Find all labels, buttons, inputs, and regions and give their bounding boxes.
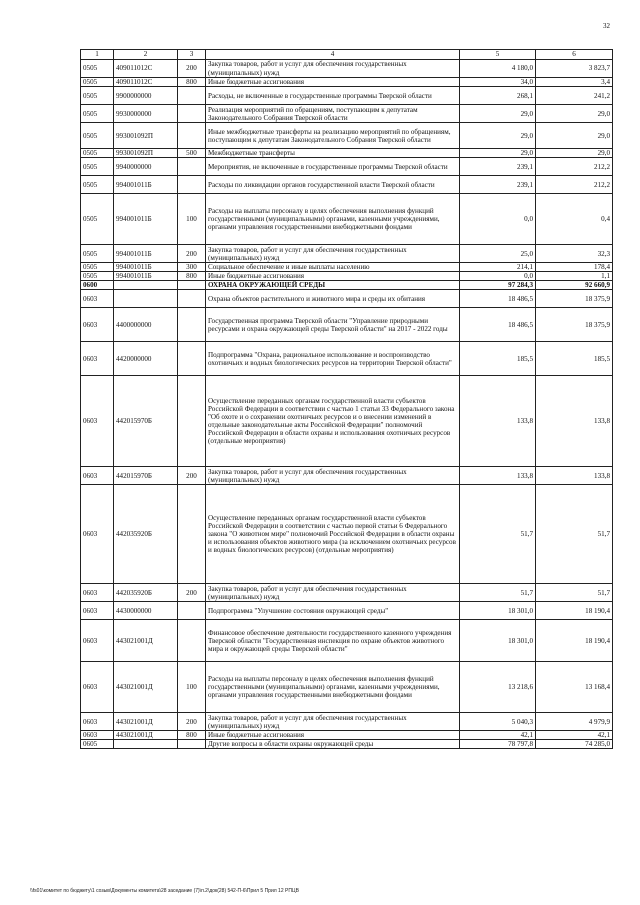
- target-item-cell: 994001011Б: [114, 194, 178, 245]
- approved-amount-cell: 18 486,5: [460, 308, 536, 342]
- table-row: [81, 194, 613, 245]
- target-item-cell: 994001011Б: [114, 263, 178, 272]
- target-item-cell: 994001011Б: [114, 272, 178, 281]
- approved-amount-cell: 18 301,0: [460, 602, 536, 620]
- expense-type-cell: [178, 342, 206, 376]
- executed-amount-cell: 29,0: [536, 123, 613, 149]
- table-row: [81, 78, 613, 87]
- document-file-path: \\fs01\комитет по бюджету\1 созыв\Документы комитета\28 заседание (7)\п.2\док(28) 542-П-6\Прил 5 Прил 12 РПЦВ: [30, 888, 299, 894]
- section-code-cell: 0505: [81, 245, 114, 263]
- approved-amount-cell: 13 218,6: [460, 662, 536, 713]
- target-item-cell: 9930000000: [114, 105, 178, 123]
- description-cell: Закупка товаров, работ и услуг для обеспечения государственных (муниципальных) нужд: [206, 584, 460, 602]
- description-cell: Расходы на выплаты персоналу в целях обеспечения выполнения функций государственными (муниципальными) органами, казенными учреждениями, органами управления государственными внебюджетными фондами: [206, 662, 460, 713]
- expense-type-cell: [178, 602, 206, 620]
- target-item-cell: 409011012С: [114, 78, 178, 87]
- executed-amount-cell: 18 375,9: [536, 290, 613, 308]
- table-row: [81, 584, 613, 602]
- description-cell: Иные межбюджетные трансферты на реализацию мероприятий по обращениям, поступающим к депутатам Законодательного Собрания Тверской области: [206, 123, 460, 149]
- approved-amount-cell: 78 797,8: [460, 740, 536, 749]
- executed-amount-cell: 29,0: [536, 105, 613, 123]
- section-code-cell: 0505: [81, 105, 114, 123]
- expense-type-cell: 200: [178, 713, 206, 731]
- approved-amount-cell: 0,0: [460, 194, 536, 245]
- description-cell: Охрана объектов растительного и животного мира и среды их обитания: [206, 290, 460, 308]
- table-row: [81, 149, 613, 158]
- expense-type-cell: 800: [178, 272, 206, 281]
- executed-amount-cell: 32,3: [536, 245, 613, 263]
- column-header-5: 5: [460, 50, 536, 60]
- executed-amount-cell: 4 979,9: [536, 713, 613, 731]
- target-item-cell: 443021001Д: [114, 713, 178, 731]
- approved-amount-cell: 25,0: [460, 245, 536, 263]
- executed-amount-cell: 0,4: [536, 194, 613, 245]
- expense-type-cell: [178, 176, 206, 194]
- table-row: [81, 713, 613, 731]
- column-number-header-row: [81, 50, 613, 60]
- expense-type-cell: [178, 740, 206, 749]
- description-cell: Осуществление переданных органам государственной власти субъектов Российской Федерации в соответствии с частью первой статьи 6 Федерального закона "О животном мире" полномочий Российской Федерации в области охраны и использования объектов животного мира (за исключением охотничьих ресурсов и водных биологических ресурсов) (отдельные мероприятия): [206, 485, 460, 584]
- section-code-cell: 0505: [81, 176, 114, 194]
- column-header-6: 6: [536, 50, 613, 60]
- description-cell: Подпрограмма "Улучшение состояния окружающей среды": [206, 602, 460, 620]
- executed-amount-cell: 133,8: [536, 467, 613, 485]
- table-row: [81, 662, 613, 713]
- executed-amount-cell: 212,2: [536, 176, 613, 194]
- approved-amount-cell: 268,1: [460, 87, 536, 105]
- expense-type-cell: 300: [178, 263, 206, 272]
- expense-type-cell: 200: [178, 467, 206, 485]
- section-code-cell: 0603: [81, 713, 114, 731]
- section-code-cell: 0603: [81, 620, 114, 662]
- section-code-cell: 0505: [81, 87, 114, 105]
- approved-amount-cell: 42,1: [460, 731, 536, 740]
- table-row: [81, 602, 613, 620]
- approved-amount-cell: 34,0: [460, 78, 536, 87]
- target-item-cell: [114, 740, 178, 749]
- table-row: [81, 176, 613, 194]
- target-item-cell: 994001011Б: [114, 245, 178, 263]
- expense-type-cell: 100: [178, 194, 206, 245]
- executed-amount-cell: 1,1: [536, 272, 613, 281]
- target-item-cell: 4400000000: [114, 308, 178, 342]
- approved-amount-cell: 239,1: [460, 176, 536, 194]
- executed-amount-cell: 3 823,7: [536, 60, 613, 78]
- executed-amount-cell: 241,2: [536, 87, 613, 105]
- description-cell: Расходы, не включенные в государственные программы Тверской области: [206, 87, 460, 105]
- description-cell: Иные бюджетные ассигнования: [206, 731, 460, 740]
- section-code-cell: 0605: [81, 740, 114, 749]
- expense-type-cell: [178, 308, 206, 342]
- approved-amount-cell: 51,7: [460, 485, 536, 584]
- description-cell: Расходы по ликвидации органов государственной власти Тверской области: [206, 176, 460, 194]
- table-row: [81, 87, 613, 105]
- description-cell: Осуществление переданных органам государственной власти субъектов Российской Федерации в соответствии с частью 1 статьи 33 Федерального закона "Об охоте и о сохранении охотничьих ресурсов и о внесении изменений в отдельные законодательные акты Российской Федерации" полномочий Российской Федерации в области охраны и использования охотничьих ресурсов (отдельные мероприятия): [206, 376, 460, 467]
- description-cell: Закупка товаров, работ и услуг для обеспечения государственных (муниципальных) нужд: [206, 245, 460, 263]
- expense-type-cell: 200: [178, 245, 206, 263]
- target-item-cell: 993001092П: [114, 123, 178, 149]
- section-code-cell: 0603: [81, 485, 114, 584]
- target-item-cell: 442015970Б: [114, 467, 178, 485]
- approved-amount-cell: 133,8: [460, 467, 536, 485]
- section-code-cell: 0600: [81, 281, 114, 290]
- expense-type-cell: 800: [178, 78, 206, 87]
- section-code-cell: 0505: [81, 158, 114, 176]
- column-header-2: 2: [114, 50, 178, 60]
- executed-amount-cell: 29,0: [536, 149, 613, 158]
- table-row: [81, 60, 613, 78]
- page-number: 32: [603, 22, 610, 30]
- approved-amount-cell: 51,7: [460, 584, 536, 602]
- budget-table-body: [81, 50, 613, 749]
- executed-amount-cell: 18 190,4: [536, 602, 613, 620]
- table-row: [81, 272, 613, 281]
- target-item-cell: 409011012С: [114, 60, 178, 78]
- section-code-cell: 0603: [81, 308, 114, 342]
- description-cell: Иные бюджетные ассигнования: [206, 78, 460, 87]
- section-code-cell: 0505: [81, 60, 114, 78]
- executed-amount-cell: 178,4: [536, 263, 613, 272]
- description-cell: Иные бюджетные ассигнования: [206, 272, 460, 281]
- budget-table: [80, 49, 613, 749]
- target-item-cell: 4430000000: [114, 602, 178, 620]
- executed-amount-cell: 185,5: [536, 342, 613, 376]
- description-cell: Межбюджетные трансферты: [206, 149, 460, 158]
- target-item-cell: 994001011Б: [114, 176, 178, 194]
- executed-amount-cell: 133,8: [536, 376, 613, 467]
- target-item-cell: 993001092П: [114, 149, 178, 158]
- column-header-4: 4: [206, 50, 460, 60]
- executed-amount-cell: 212,2: [536, 158, 613, 176]
- approved-amount-cell: 18 486,5: [460, 290, 536, 308]
- target-item-cell: 9940000000: [114, 158, 178, 176]
- approved-amount-cell: 5 040,3: [460, 713, 536, 731]
- expense-type-cell: [178, 281, 206, 290]
- approved-amount-cell: 214,1: [460, 263, 536, 272]
- table-row: [81, 620, 613, 662]
- description-cell: Социальное обеспечение и иные выплаты населению: [206, 263, 460, 272]
- target-item-cell: 442035920Б: [114, 584, 178, 602]
- expense-type-cell: [178, 158, 206, 176]
- table-row: [81, 342, 613, 376]
- expense-type-cell: [178, 105, 206, 123]
- description-cell: Другие вопросы в области охраны окружающей среды: [206, 740, 460, 749]
- section-code-cell: 0505: [81, 78, 114, 87]
- table-row: [81, 263, 613, 272]
- description-cell: Закупка товаров, работ и услуг для обеспечения государственных (муниципальных) нужд: [206, 60, 460, 78]
- column-header-3: 3: [178, 50, 206, 60]
- table-row: [81, 731, 613, 740]
- description-cell: Подпрограмма "Охрана, рациональное использование и воспроизводство охотничьих и водных биологических ресурсов на территории Тверской области": [206, 342, 460, 376]
- section-code-cell: 0603: [81, 662, 114, 713]
- section-code-cell: 0603: [81, 376, 114, 467]
- expense-type-cell: [178, 620, 206, 662]
- expense-type-cell: 500: [178, 149, 206, 158]
- table-row: [81, 245, 613, 263]
- target-item-cell: [114, 290, 178, 308]
- description-cell: ОХРАНА ОКРУЖАЮЩЕЙ СРЕДЫ: [206, 281, 460, 290]
- expense-type-cell: [178, 376, 206, 467]
- table-row: [81, 376, 613, 467]
- expense-type-cell: 200: [178, 584, 206, 602]
- approved-amount-cell: 18 301,0: [460, 620, 536, 662]
- section-code-cell: 0603: [81, 467, 114, 485]
- expense-type-cell: [178, 87, 206, 105]
- section-code-cell: 0603: [81, 290, 114, 308]
- section-code-cell: 0603: [81, 342, 114, 376]
- table-row: [81, 740, 613, 749]
- description-cell: Расходы на выплаты персоналу в целях обеспечения выполнения функций государственными (муниципальными) органами, казенными учреждениями, органами управления государственными внебюджетными фондами: [206, 194, 460, 245]
- executed-amount-cell: 42,1: [536, 731, 613, 740]
- target-item-cell: 443021001Д: [114, 620, 178, 662]
- section-code-cell: 0505: [81, 149, 114, 158]
- expense-type-cell: 100: [178, 662, 206, 713]
- table-row: [81, 123, 613, 149]
- target-item-cell: 9900000000: [114, 87, 178, 105]
- executed-amount-cell: 51,7: [536, 584, 613, 602]
- target-item-cell: 443021001Д: [114, 731, 178, 740]
- column-header-1: 1: [81, 50, 114, 60]
- table-row: [81, 281, 613, 290]
- executed-amount-cell: 18 190,4: [536, 620, 613, 662]
- approved-amount-cell: 29,0: [460, 105, 536, 123]
- description-cell: Государственная программа Тверской области "Управление природными ресурсами и охрана окружающей среды Тверской области" на 2017 - 2022 годы: [206, 308, 460, 342]
- executed-amount-cell: 18 375,9: [536, 308, 613, 342]
- table-row: [81, 467, 613, 485]
- approved-amount-cell: 97 284,3: [460, 281, 536, 290]
- budget-table-container: [80, 49, 612, 749]
- description-cell: Финансовое обеспечение деятельности государственного казенного учреждения Тверской области "Государственная инспекция по охране объектов животного мира и окружающей среды Тверской области": [206, 620, 460, 662]
- description-cell: Закупка товаров, работ и услуг для обеспечения государственных (муниципальных) нужд: [206, 713, 460, 731]
- section-code-cell: 0603: [81, 584, 114, 602]
- expense-type-cell: 200: [178, 60, 206, 78]
- description-cell: Мероприятия, не включенные в государственные программы Тверской области: [206, 158, 460, 176]
- target-item-cell: 443021001Д: [114, 662, 178, 713]
- section-code-cell: 0603: [81, 731, 114, 740]
- target-item-cell: 442035920Б: [114, 485, 178, 584]
- approved-amount-cell: 239,1: [460, 158, 536, 176]
- approved-amount-cell: 29,0: [460, 149, 536, 158]
- target-item-cell: [114, 281, 178, 290]
- expense-type-cell: [178, 485, 206, 584]
- executed-amount-cell: 3,4: [536, 78, 613, 87]
- table-row: [81, 290, 613, 308]
- table-row: [81, 158, 613, 176]
- section-code-cell: 0505: [81, 194, 114, 245]
- approved-amount-cell: 133,8: [460, 376, 536, 467]
- executed-amount-cell: 74 285,0: [536, 740, 613, 749]
- table-row: [81, 308, 613, 342]
- description-cell: Закупка товаров, работ и услуг для обеспечения государственных (муниципальных) нужд: [206, 467, 460, 485]
- table-row: [81, 485, 613, 584]
- executed-amount-cell: 92 660,9: [536, 281, 613, 290]
- executed-amount-cell: 13 168,4: [536, 662, 613, 713]
- section-code-cell: 0505: [81, 263, 114, 272]
- table-row: [81, 105, 613, 123]
- section-code-cell: 0505: [81, 123, 114, 149]
- target-item-cell: 442015970Б: [114, 376, 178, 467]
- approved-amount-cell: 4 180,0: [460, 60, 536, 78]
- target-item-cell: 4420000000: [114, 342, 178, 376]
- approved-amount-cell: 185,5: [460, 342, 536, 376]
- expense-type-cell: [178, 290, 206, 308]
- description-cell: Реализация мероприятий по обращениям, поступающим к депутатам Законодательного Собрания Тверской области: [206, 105, 460, 123]
- approved-amount-cell: 0,0: [460, 272, 536, 281]
- section-code-cell: 0603: [81, 602, 114, 620]
- executed-amount-cell: 51,7: [536, 485, 613, 584]
- section-code-cell: 0505: [81, 272, 114, 281]
- expense-type-cell: [178, 123, 206, 149]
- expense-type-cell: 800: [178, 731, 206, 740]
- approved-amount-cell: 29,0: [460, 123, 536, 149]
